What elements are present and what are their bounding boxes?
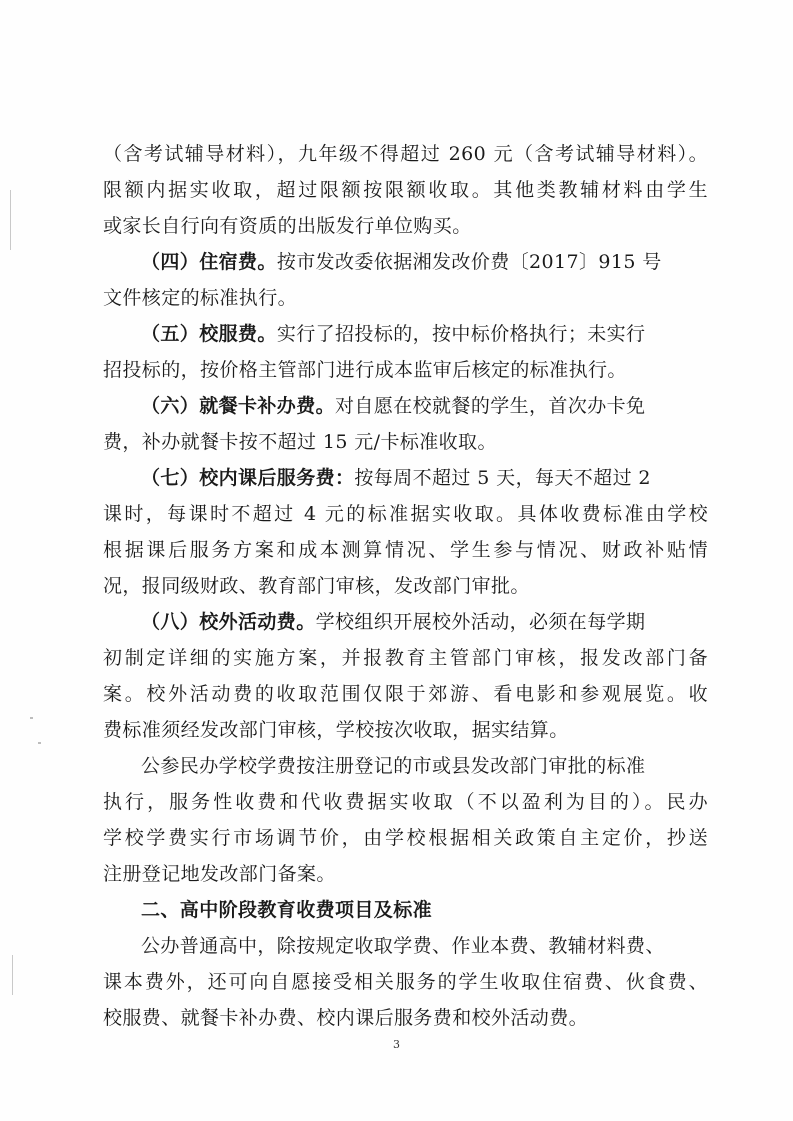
text-line: 况，报同级财政、教育部门审核，发改部门审批。 bbox=[103, 575, 530, 597]
text-line: 校服费、就餐卡补办费、校内课后服务费和校外活动费。 bbox=[103, 1007, 589, 1029]
text-line: 公办普通高中，除按规定收取学费、作业本费、教辅材料费、 bbox=[141, 935, 665, 957]
text-line: 案。校外活动费的收取范围仅限于郊游、看电影和参观展览。收 bbox=[103, 683, 708, 705]
text-line: 课本费外，还可向自愿接受相关服务的学生收取住宿费、伙食费、 bbox=[103, 971, 708, 993]
item-text: 按每周不超过 5 天，每天不超过 2 bbox=[354, 467, 651, 489]
item-uniform bbox=[103, 316, 708, 352]
page-number: 3 bbox=[393, 1038, 400, 1051]
text-line: 注册登记地发改部门备案。 bbox=[103, 863, 336, 885]
scan-artifact bbox=[30, 717, 33, 719]
text-line: （含考试辅导材料），九年级不得超过 260 元（含考试辅导材料）。 bbox=[103, 143, 708, 165]
item-label: （八）校外活动费。 bbox=[141, 611, 316, 633]
text-line: 费，补办就餐卡按不超过 15 元/卡标准收取。 bbox=[103, 431, 497, 453]
scan-artifact bbox=[10, 190, 11, 250]
section-heading: 二、高中阶段教育收费项目及标准 bbox=[141, 899, 433, 921]
text-line: 根据课后服务方案和成本测算情况、学生参与情况、财政补贴情 bbox=[103, 539, 708, 561]
item-outdoor bbox=[103, 604, 708, 640]
item-text: 按市发改委依据湘发改价费〔2017〕915 号 bbox=[276, 251, 662, 273]
text-line: 课时，每课时不超过 4 元的标准据实收取。具体收费标准由学校 bbox=[103, 503, 708, 525]
text-line: 招投标的，按价格主管部门进行成本监审后核定的标准执行。 bbox=[103, 359, 627, 381]
text-line: 费标准须经发改部门审核，学校按次收取，据实结算。 bbox=[103, 719, 569, 741]
text-line: 初制定详细的实施方案，并报教育主管部门审核，报发改部门备 bbox=[103, 647, 708, 669]
item-text: 实行了招投标的，按中标价格执行；未实行 bbox=[276, 323, 646, 345]
text-line: 学校学费实行市场调节价，由学校根据相关政策自主定价，抄送 bbox=[103, 827, 708, 849]
item-label: （四）住宿费。 bbox=[141, 251, 277, 273]
item-meal-card bbox=[103, 388, 708, 424]
scan-artifact bbox=[12, 955, 13, 995]
text-line: 公参民办学校学费按注册登记的市或县发改部门审批的标准 bbox=[141, 755, 646, 777]
item-accommodation bbox=[103, 244, 708, 280]
item-label: （七）校内课后服务费： bbox=[141, 467, 355, 489]
item-label: （六）就餐卡补办费。 bbox=[141, 395, 336, 417]
text-line: 或家长自行向有资质的出版发行单位购买。 bbox=[103, 215, 472, 237]
scan-artifact bbox=[38, 742, 41, 744]
item-text: 对自愿在校就餐的学生，首次办卡免 bbox=[335, 395, 646, 417]
text-line: 文件核定的标准执行。 bbox=[103, 287, 298, 309]
document-body bbox=[103, 136, 708, 1036]
item-text: 学校组织开展校外活动，必须在每学期 bbox=[315, 611, 646, 633]
text-line: 执行，服务性收费和代收费据实收取（不以盈利为目的）。民办 bbox=[103, 791, 708, 813]
item-after-school bbox=[103, 460, 708, 496]
item-label: （五）校服费。 bbox=[141, 323, 277, 345]
text-line: 限额内据实收取，超过限额按限额收取。其他类教辅材料由学生 bbox=[103, 179, 708, 201]
